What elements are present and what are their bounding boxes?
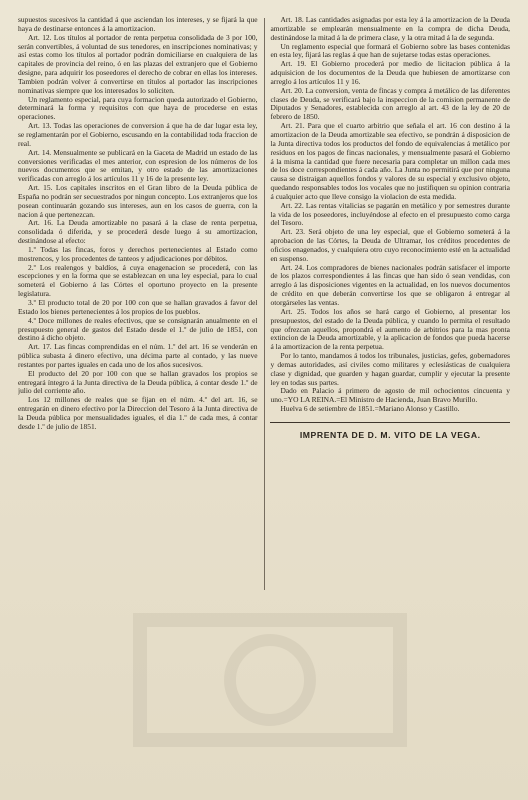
paragraph: Dado en Palacio á primero de agosto de mil ochocientos cincuenta y uno.=YO LA REINA.=El Ministro de Hacienda, Juan Bravo Murillo. xyxy=(270,386,510,405)
paragraph: Art. 22. Las rentas vitalicias se pagarán en metálico y por semestres durante la vida de los poseedores, incluyéndose al efecto en el presupuesto como carga del Tesoro. xyxy=(270,200,510,228)
text-columns xyxy=(18,16,510,790)
paragraph: Huelva 6 de setiembre de 1851.=Mariano Alonso y Castillo. xyxy=(280,404,460,414)
paragraph: Un reglamento especial que formará el Gobierno sobre las bases contenidas en esta ley, fijará las reglas á que han de sujetarse todas estas operaciones. xyxy=(270,41,510,60)
imprint-separator xyxy=(270,422,510,440)
paragraph: 2.º Los realengos y baldíos, á cuya enagenacion se procederá, con las escepciones y en la forma que se establezcan en una ley especial, para lo cual someterá el Gobierno á las Córtes el oportuno proyecto en la presente legislatura. xyxy=(18,262,258,299)
right-column xyxy=(264,16,510,790)
paragraph: Art. 15. Los capitales inscritos en el Gran libro de la Deuda pública de España no podrán ser secuestrados por ningun concepto. Los extranjeros que los posean continuarán gozando sus intereses, aun en los casos de guerra, con la nacion á que pertenezcan. xyxy=(18,183,258,219)
right-column-paragraphs xyxy=(270,16,510,414)
paragraph: Art. 23. Será objeto de una ley especial, que el Gobierno someterá á la aprobacion de las Córtes, la Deuda de Ultramar, los créditos procedentes de oficios enagenados, y cualquiera otro cuyo reconocimiento esté en la actualidad en suspenso. xyxy=(270,227,510,263)
paragraph: 1.º Todas las fincas, foros y derechos pertenecientes al Estado como mostrencos, y los procedentes de tanteos y adjudicaciones por débitos. xyxy=(18,244,258,263)
paragraph: El producto del 20 por 100 con que se hallan gravados los propios se entregará íntegro á la Junta directiva de la Deuda pública, á contar desde 1.º de julio del corriente año. xyxy=(18,368,258,396)
paragraph: Un reglamento especial, para cuya formacion queda autorizado el Gobierno, determinará la forma y requisitos con que haya de procederse en estas operaciones. xyxy=(18,94,258,122)
paragraph: Art. 16. La Deuda amortizable no pasará á la clase de renta perpetua, consolidada ó diferida, y se procederá desde luego á su amortizacion, destinándose al efecto: xyxy=(18,218,258,246)
paragraph: Art. 17. Las fincas comprendidas en el núm. 1.º del art. 16 se venderán en pública subasta á dinero efectivo, una décima parte al contado, y las nueve restantes por partes iguales en cada uno de los años sucesivos. xyxy=(18,342,258,369)
paragraph: Art. 18. Las cantidades asignadas por esta ley á la amortizacion de la Deuda amortizable se emplearán mensualmente en la compra de dicha Deuda, destinándose la mitad á la de primera clase, y la otra mitad á la de segunda. xyxy=(270,16,510,42)
paragraph: Art. 14. Mensualmente se publicará en la Gaceta de Madrid un estado de las conversiones verificadas el mes anterior, con espresion de los números de los nuevos documentos que se emitan, y otro estado de las amortizaciones verificadas con arreglo á los artículos 11 y 16 de la presente ley. xyxy=(18,147,258,184)
left-column xyxy=(18,16,264,790)
paragraph: Art. 13. Todas las operaciones de conversion á que ha de dar lugar esta ley, se reglamentarán por el Gobierno, escusando en la contabilidad toda fraccion de real. xyxy=(18,121,258,148)
printer-imprint: IMPRENTA DE D. M. VITO DE LA VEGA. xyxy=(299,429,481,440)
column-divider xyxy=(264,18,265,590)
paragraph: Art. 21. Para que el cuarto arbitrio que señala el art. 16 con destino á la amortizacion de la Deuda amortizable sea efectivo, se pondrán á disposicion de la Junta directiva todos los productos del fondo de equivalencias á metálico por residuos en los pagos de fincas nacionales, y mensualmente pasará el Gobierno á la misma la cantidad que fuere necesaria para completar un millon cada mes de los doce correspondientes á cada año. La Junta no permitirá que por ninguna causa se distraigan aquellos fondos y valores de su especial y exclusivo objeto, quedando responsables todos los vocales que no justifiquen su opinion contraria á cualquier acto que lleve consigo la violacion de esta medida. xyxy=(270,121,510,201)
paragraph: Art. 20. La conversion, venta de fincas y compra á metálico de las diferentes clases de Deuda, se verificará bajo la inspeccion de la comision permanente de Diputados y Senadores, establecida con arreglo al art. 43 de la ley de 20 de febrero de 1850. xyxy=(270,85,510,122)
paragraph: supuestos sucesivos la cantidad á que asciendan los intereses, y se fijará la que haya de destinarse entonces á la amortizacion. xyxy=(18,16,258,33)
paragraph: Art. 24. Los compradores de bienes nacionales podrán satisfacer el importe de los plazos correspondientes á las fincas que han sido ó sean vendidas, con arreglo á las disposiciones vigentes en la actualidad, en los nuevos documentos de crédito en que deberán convertirse los que se obligaron á entregar al otorgárseles las ventas. xyxy=(270,262,510,307)
paragraph: Art. 12. Los títulos al portador de renta perpetua consolidada de 3 por 100, serán convertibles, á voluntad de sus tenedores, en inscripciones nominativas; y así estas como los títulos al portador podrán domiciliarse en cualquiera de las capitales de provincia del reino, ó en las plazas del extranjero que el Gobierno designe, para adquirir los poseedores el derecho de cobrar en ellas los intereses. Tambien podrán volver á convertirse en títulos al portador las inscripciones nominativas siempre que los interesados lo soliciten. xyxy=(18,32,258,95)
paragraph: Art. 19. El Gobierno procederá por medio de licitacion pública á la adquisicion de los documentos de la Deuda que hubiesen de amortizarse con arreglo á los artículos 11 y 16. xyxy=(270,59,510,86)
paragraph: 4.º Doce millones de reales efectivos, que se consignarán anualmente en el presupuesto general de gastos del Estado desde el 1.º de julio de 1851, con destino á dicho objeto. xyxy=(18,315,258,343)
paragraph: Art. 25. Todos los años se hará cargo el Gobierno, al presentar los presupuestos, del estado de la Deuda pública, y cuando lo permita el resultado que ofrezcan aquellos, propondrá el aumento de arbitrios para la mas pronta extincion de la Deuda amortizable, y la aplicacion de fondos que pueda hacerse á la amortizacion de la renta perpetua. xyxy=(270,306,510,352)
paragraph: Por lo tanto, mandamos á todos los tribunales, justicias, gefes, gobernadores y demas autoridades, así civiles como militares y eclesiásticas de cualquiera clase y dignidad, que guarden y hagan guardar, cumplir y ejecutar la presente ley en todas sus partes. xyxy=(270,351,510,387)
paragraph: Los 12 millones de reales que se fijan en el núm. 4.º del art. 16, se entregarán en dinero efectivo por la Direccion del Tesoro á la Junta directiva de la Deuda pública por mensualidades iguales, el dia 1.º de cada mes, á contar desde 1.º de julio de 1851. xyxy=(18,395,258,431)
paragraph: 3.º El producto total de 20 por 100 con que se hallan gravados á favor del Estado los bienes pertenecientes á los propios de los pueblos. xyxy=(18,298,258,316)
